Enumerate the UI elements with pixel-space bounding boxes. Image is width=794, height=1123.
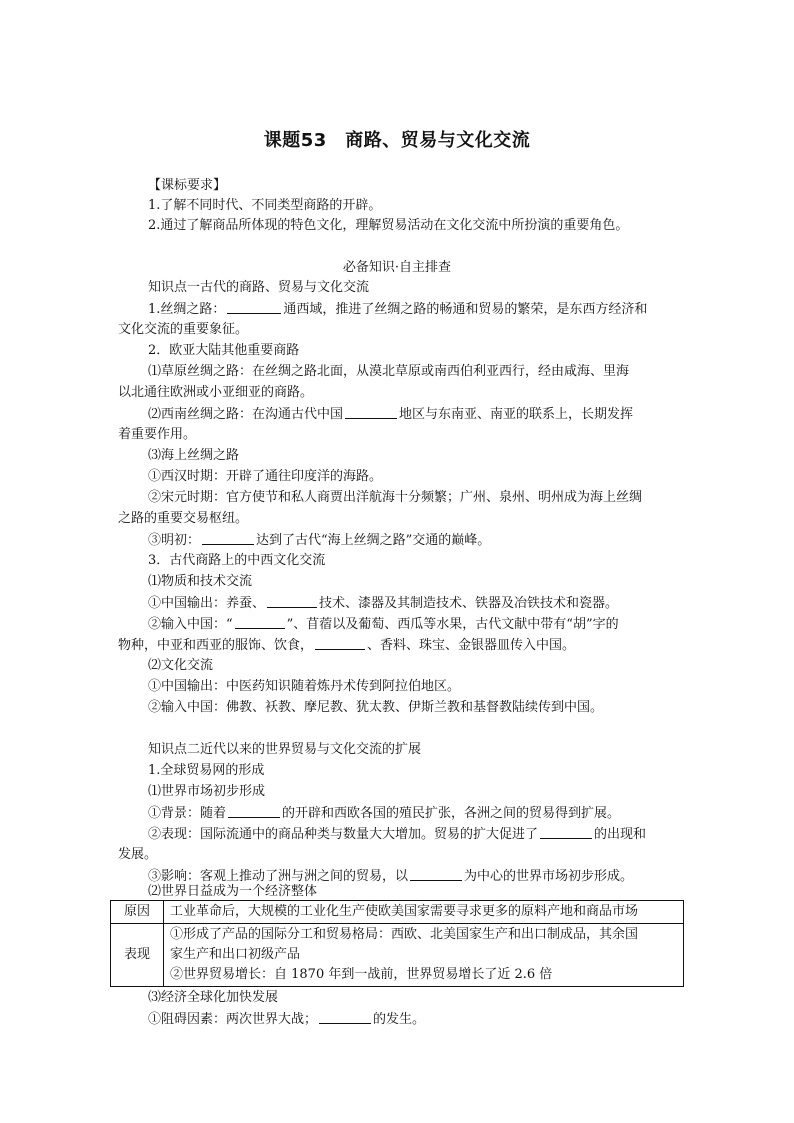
kp1-southwest-line	[148, 406, 633, 423]
fill-blank	[235, 616, 285, 629]
kp2-whole: ⑵世界日益成为一个经济整体	[148, 884, 318, 899]
kp1-material: ⑴物质和技术交流	[148, 574, 253, 589]
text: 技术、漆器及其制造技术、铁器及冶铁技术和瓷器。	[319, 596, 619, 611]
fill-blank	[345, 406, 397, 419]
text: ③影响：客观上推动了洲与洲之间的贸易，以	[148, 869, 409, 884]
standards-heading: 【课标要求】	[148, 178, 227, 193]
text: 达到了古代“海上丝绸之路”交通的巅峰。	[256, 533, 491, 548]
kp1-sea: ⑶海上丝绸之路	[148, 448, 240, 463]
text: 物种，中亚和西亚的服饰、饮食，	[118, 638, 314, 653]
text: 1.丝绸之路：	[148, 302, 226, 317]
table-cell-perf-label: 表现	[111, 924, 164, 987]
kp1-silk-road-cont: 文化交流的重要象征。	[118, 322, 249, 337]
fill-blank	[315, 637, 365, 650]
kp2-market: ⑴世界市场初步形成	[148, 784, 266, 799]
text: 、香料、珠宝、金银器皿传入中国。	[367, 638, 576, 653]
table-row	[111, 901, 684, 924]
kp1-culture-2: ②输入中国：佛教、袄教、摩尼教、犹太教、伊斯兰教和基督教陆续传到中国。	[148, 700, 604, 715]
fill-blank	[410, 868, 462, 881]
text: ⑵西南丝绸之路：在沟通古代中国	[148, 407, 344, 422]
fill-blank	[227, 301, 281, 314]
section-title: 必备知识·自主排查	[342, 260, 452, 275]
kp1-eurasia: 2．欧亚大陆其他重要商路	[148, 343, 300, 358]
kp1-steppe-a: ⑴草原丝绸之路：在丝绸之路北面，从漠北草原或南西伯利亚西行，经由咸海、里海	[148, 364, 630, 379]
perf-item-1a: ①形成了产品的国际分工和贸易格局：西欧、北美国家生产和出口制成品，其余国	[170, 927, 639, 942]
kp1-culture-1: ①中国输出：中医药知识随着炼丹术传到阿拉伯地区。	[148, 679, 461, 694]
kp1-culture: ⑵文化交流	[148, 658, 214, 673]
kp1-southwest-cont: 着重要作用。	[118, 427, 197, 442]
text: 为中心的世界市场初步形成。	[464, 869, 634, 884]
text: 通西域，推进了丝绸之路的畅通和贸易的繁荣，是东西方经济和	[283, 302, 648, 317]
kp1-sea-1: ①西汉时期：开辟了通往印度洋的海路。	[148, 469, 383, 484]
fill-blank	[228, 805, 280, 818]
fill-blank	[202, 532, 254, 545]
text: ①阻碍因素：两次世界大战；	[148, 1012, 318, 1027]
fill-blank	[267, 595, 317, 608]
standard-item-2: 2.通过了解商品所体现的特色文化，理解贸易活动在文化交流中所扮演的重要角色。	[148, 218, 629, 233]
kp2-obstacles	[148, 1011, 425, 1028]
kp2-heading: 知识点二近代以来的世界贸易与文化交流的扩展	[148, 742, 422, 757]
text: ①背景：随着	[148, 806, 227, 821]
text: 地区与东南亚、南亚的联系上，长期发挥	[399, 407, 634, 422]
perf-item-1b: 家生产和出口初级产品	[170, 947, 301, 962]
text: ②表现：国际流通中的商品种类与数量大大增加。贸易的扩大促进了	[148, 827, 539, 842]
text: ①中国输出：养蚕、	[148, 596, 266, 611]
text: ③明初：	[148, 533, 201, 548]
economy-table	[110, 900, 684, 987]
text: 的开辟和西欧各国的殖民扩张，各洲之间的贸易得到扩展。	[282, 806, 621, 821]
kp2-influence	[148, 868, 633, 885]
kp1-sea-2a: ②宋元时期：官方使节和私人商贾出洋航海十分频繁；广州、泉州、明州成为海上丝绸	[148, 490, 643, 505]
fill-blank	[540, 826, 592, 839]
perf-item-2: ②世界贸易增长：自 1870 年到一战前，世界贸易增长了近 2.6 倍	[170, 967, 553, 982]
text: 的发生。	[373, 1012, 426, 1027]
table-row	[111, 924, 684, 987]
kp2-performance-cont: 发展。	[118, 847, 158, 862]
table-cell-cause-label: 原因	[111, 901, 164, 924]
table-cell-cause: 工业革命后，大规模的工业化生产使欧美国家需要寻求更多的原料产地和商品市场	[164, 901, 684, 924]
page-title: 课题53 商路、贸易与文化交流	[263, 130, 531, 151]
kp2-global: 1.全球贸易网的形成	[148, 763, 265, 778]
kp2-performance	[148, 826, 646, 843]
kp1-steppe-b: 以北通往欧洲或小亚细亚的商路。	[118, 385, 314, 400]
kp2-background	[148, 805, 620, 822]
fill-blank	[319, 1011, 371, 1024]
text: 的出现和	[594, 827, 647, 842]
kp1-material-1	[148, 595, 618, 612]
standard-item-1: 1.了解不同时代、不同类型商路的开辟。	[148, 198, 382, 213]
text: ②输入中国：“	[148, 617, 233, 632]
kp2-globalization: ⑶经济全球化加快发展	[148, 990, 279, 1005]
kp1-sea-2b: 之路的重要交易枢纽。	[118, 511, 249, 526]
text: ”、苜蓿以及葡萄、西瓜等水果，古代文献中带有“胡”字的	[286, 617, 619, 632]
kp1-heading: 知识点一古代的商路、贸易与文化交流	[148, 280, 370, 295]
kp1-silk-road-line	[148, 301, 647, 318]
table-cell-perf	[164, 924, 684, 987]
kp1-sea-3-line	[148, 532, 490, 549]
kp1-material-2-cont	[118, 637, 575, 654]
kp1-material-2	[148, 616, 619, 633]
kp1-exchange: 3．古代商路上的中西文化交流	[148, 553, 326, 568]
